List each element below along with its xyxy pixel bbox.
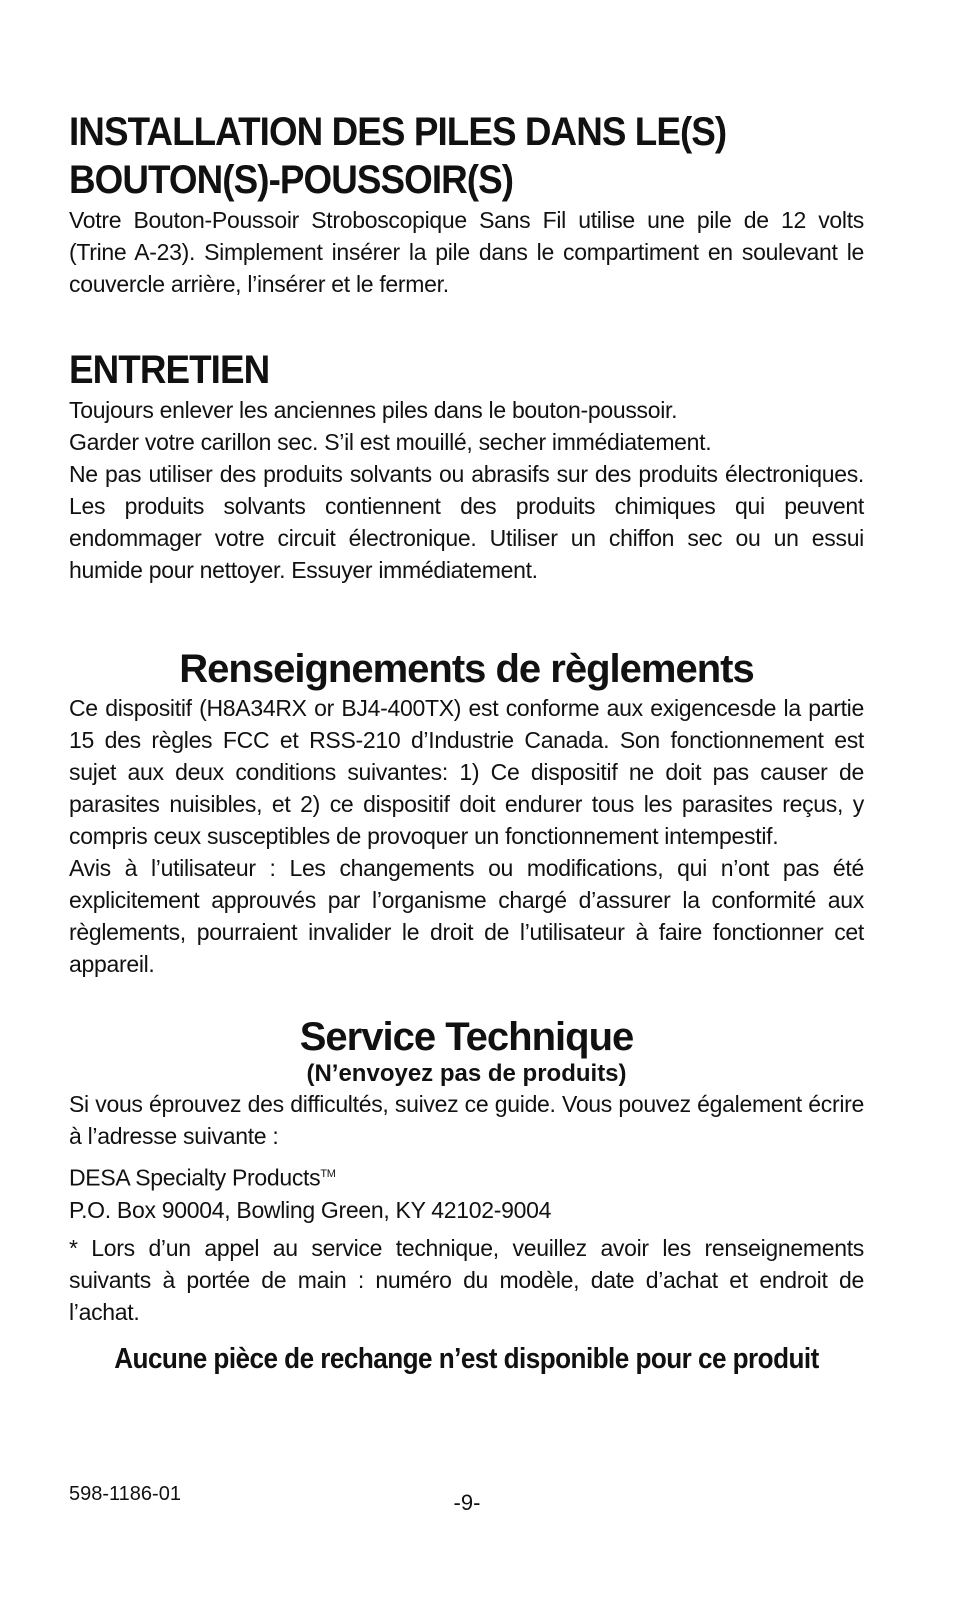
regulations-title: Renseignements de règlements bbox=[179, 647, 754, 691]
service-subtitle: (N’envoyez pas de produits) bbox=[306, 1060, 627, 1087]
company-name-text: DESA Specialty Products bbox=[69, 1164, 321, 1191]
regulations-body-1: Ce dispositif (H8A34RX or BJ4-400TX) est conforme aux exigencesde la partie 15 des règles FCC et RSS-210 d’Industrie Canada. Son fonctionnement est sujet aux deux conditions suivantes: 1) Ce dispositif ne doit pas causer de parasites nuisibles, et 2) ce dispositif doit endurer tous les parasites reçus, y compris ceux susceptibles de provoquer un fonctionnement intempestif. bbox=[69, 695, 864, 849]
no-replacement-parts-notice: Aucune pièce de rechange n’est disponible pour ce produit bbox=[114, 1342, 819, 1375]
maintenance-line-2: Garder votre carillon sec. S’il est mouillé, secher immédiatement. bbox=[69, 429, 712, 455]
company-address: P.O. Box 90004, Bowling Green, KY 42102-9004 bbox=[69, 1196, 552, 1223]
page-number: -9- bbox=[453, 1490, 481, 1515]
service-title: Service Technique bbox=[299, 1015, 634, 1059]
service-body-2: * Lors d’un appel au service technique, veuillez avoir les renseignements suivants à portée de main : numéro du modèle, date d’achat et endroit de l’achat. bbox=[69, 1234, 864, 1325]
page-content bbox=[69, 108, 864, 1376]
battery-installation-title-line1: INSTALLATION DES PILES DANS LE(S) bbox=[69, 110, 727, 154]
maintenance-title: ENTRETIEN bbox=[69, 348, 270, 392]
maintenance-line-1: Toujours enlever les anciennes piles dans le bouton-poussoir. bbox=[69, 397, 678, 423]
service-body-1: Si vous éprouvez des difficultés, suivez ce guide. Vous pouvez également écrire à l’adresse suivante : bbox=[69, 1091, 864, 1149]
trademark-mark: TM bbox=[320, 1168, 336, 1180]
regulations-body-2: Avis à l’utilisateur : Les changements ou modifications, qui n’ont pas été explicitement approuvés par l’organisme chargé d’assurer la conformité aux règlements, pourraient invalider le droit de l’utilisateur à faire fonctionner cet appareil. bbox=[69, 855, 864, 977]
battery-installation-title-line2: BOUTON(S)-POUSSOIR(S) bbox=[69, 158, 514, 202]
maintenance-body: Ne pas utiliser des produits solvants ou abrasifs sur des produits électroniques. Les produits solvants contiennent des produits chimiques qui peuvent endommager votre circuit électronique. Utiliser un chiffon sec ou un essui humide pour nettoyer. Essuyer immédiatement. bbox=[69, 461, 864, 583]
document-code: 598-1186-01 bbox=[69, 1483, 181, 1505]
company-name bbox=[69, 1158, 864, 1194]
battery-installation-body: Votre Bouton-Poussoir Stroboscopique Sans Fil utilise une pile de 12 volts (Trine A-23). Simplement insérer la pile dans le compartiment en soulevant le couvercle arrière, l’insérer et le fermer. bbox=[69, 207, 864, 297]
